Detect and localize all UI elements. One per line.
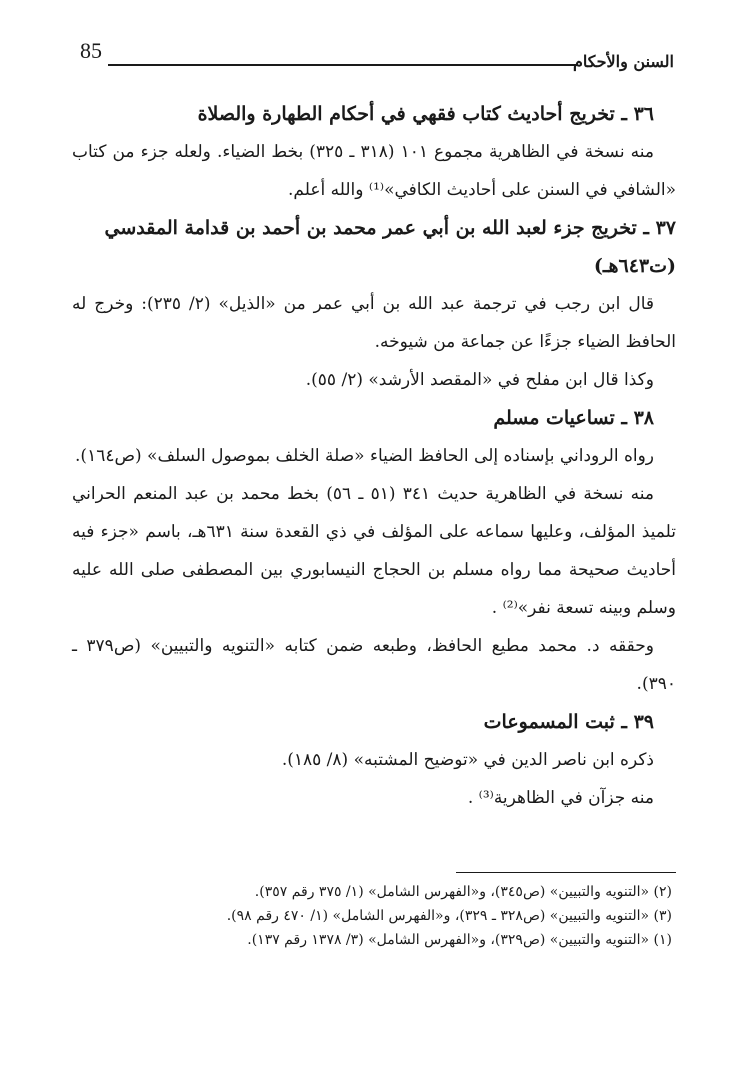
- paragraph: ذكره ابن ناصر الدين في «توضيح المشتبه» (٨/ ١٨٥).: [281, 750, 654, 770]
- page-header: [72, 38, 676, 78]
- header-rule: [108, 64, 578, 66]
- paragraph: قال ابن رجب في ترجمة عبد الله بن أبي عمر من «الذيل» (٢/ ٢٣٥): وخرج له الحافظ الضياء جزءًا عن جماعة من شيوخه.: [72, 294, 676, 352]
- section-heading: ٣٩ ـ ثبت المسموعات: [483, 711, 654, 733]
- main-text: [72, 95, 676, 817]
- section-heading: ٣٦ ـ تخريج أحاديث كتاب فقهي في أحكام الطهارة والصلاة: [197, 103, 654, 125]
- paragraph: وحققه د. محمد مطيع الحافظ، وطبعه ضمن كتابه «التنويه والتبيين» (ص٣٧٩ ـ ٣٩٠).: [72, 636, 676, 694]
- section-heading: ٣٨ ـ تساعيات مسلم: [493, 407, 654, 429]
- page-number: 85: [80, 38, 102, 63]
- paragraph: منه نسخة في الظاهرية حديث ٣٤١ (٥١ ـ ٥٦) بخط محمد بن عبد المنعم الحراني تلميذ المؤلف، وعليها سماعه على المؤلف في ذي القعدة سنة ٦٣١هـ، باسم «جزء فيه أحاديث صحيحة مما رواه مسلم بن الحجاج النيسابوري بين المصطفى صلى الله عليه وسلم وبينه تسعة نفر»⁽²⁾ .: [72, 484, 676, 618]
- footnote-rule: [456, 872, 676, 873]
- running-title: السنن والأحكام: [573, 52, 674, 71]
- paragraph: منه جزآن في الظاهرية⁽³⁾ .: [467, 788, 654, 808]
- footnote: (٣) «التنويه والتبيين» (ص٣٢٨ ـ ٣٢٩)، و«الفهرس الشامل» (١/ ٤٧٠ رقم ٩٨).: [226, 908, 672, 924]
- paragraph: رواه الروداني بإسناده إلى الحافظ الضياء «صلة الخلف بموصول السلف» (ص١٦٤).: [75, 446, 654, 466]
- footnotes: [72, 880, 672, 952]
- footnote: (٢) «التنويه والتبيين» (ص٣٤٥)، و«الفهرس الشامل» (١/ ٣٧٥ رقم ٣٥٧).: [254, 884, 672, 900]
- paragraph: منه نسخة في الظاهرية مجموع ١٠١ (٣١٨ ـ ٣٢٥) بخط الضياء. ولعله جزء من كتاب «الشافي في السنن على أحاديث الكافي»⁽¹⁾ والله أعلم.: [72, 142, 676, 200]
- section-heading: ٣٧ ـ تخريج جزء لعبد الله بن أبي عمر محمد بن أحمد بن قدامة المقدسي (ت٦٤٣هـ): [104, 217, 676, 277]
- paragraph: وكذا قال ابن مفلح في «المقصد الأرشد» (٢/ ٥٥).: [305, 370, 654, 390]
- footnote: (١) «التنويه والتبيين» (ص٣٢٩)، و«الفهرس الشامل» (٣/ ١٣٧٨ رقم ١٣٧).: [247, 932, 672, 948]
